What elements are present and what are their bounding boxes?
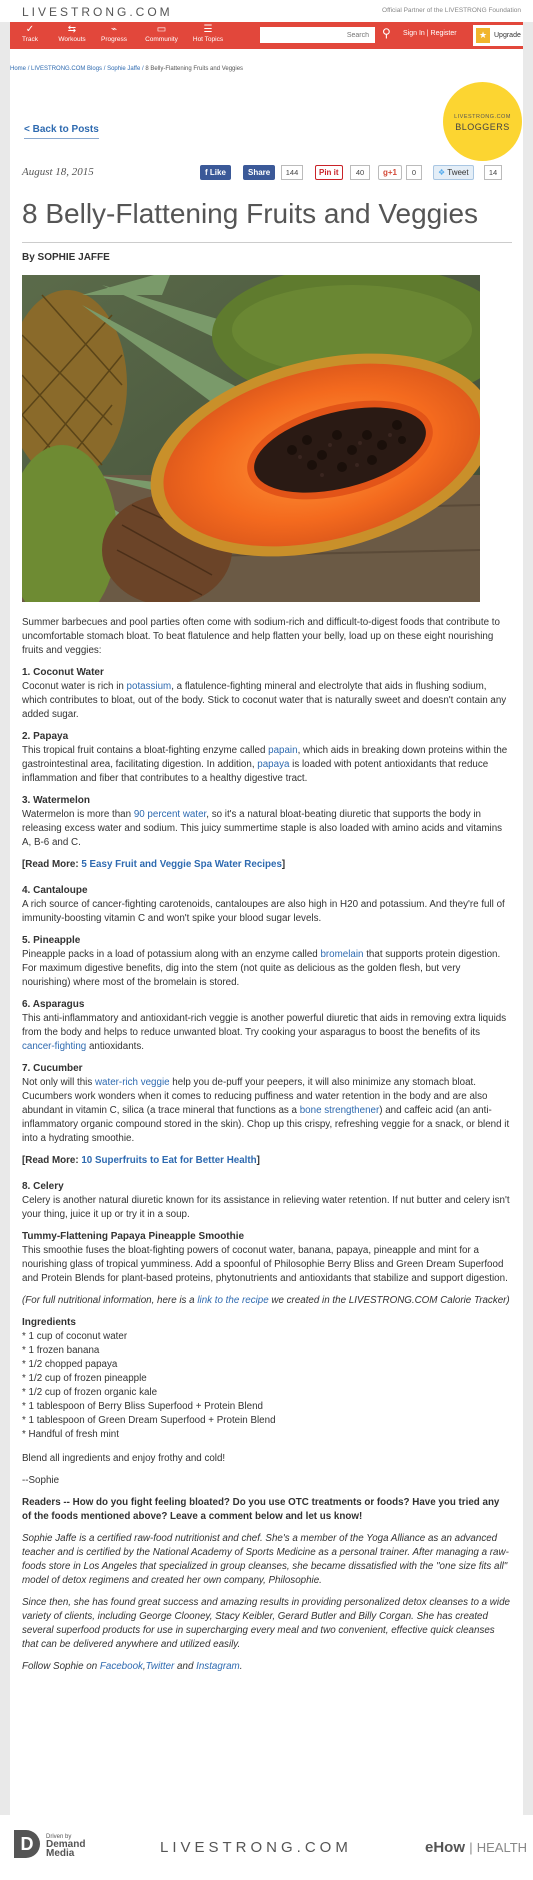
spa-water-link[interactable]: 5 Easy Fruit and Veggie Spa Water Recipes (81, 859, 282, 870)
breadcrumb-current: 8 Belly-Flattening Fruits and Veggies (145, 66, 244, 72)
site-logo[interactable]: LIVESTRONG.COM (22, 5, 173, 19)
text: that supports protein digestion. For maximum digestive benefits, dig into the stem (not quite as delicious as the golden flesh, but very nourishing) where most of the bromelain is stored. (22, 949, 501, 988)
superfruits-link[interactable]: 10 Superfruits to Eat for Better Health (81, 1155, 257, 1166)
tweet-count: 14 (484, 165, 502, 180)
section-heading: 3. Watermelon (22, 795, 90, 806)
text: This tropical fruit contains a bloat-fighting enzyme called (22, 745, 269, 756)
text: we created in the LIVESTRONG.COM Calorie Tracker) (268, 1295, 510, 1306)
papain-link[interactable]: papain (268, 745, 298, 756)
auth-separator: | (426, 30, 429, 37)
nav-track-label: Track (21, 36, 38, 43)
hero-image-papaya (22, 275, 480, 602)
author-bio-1: Sophie Jaffe is a certified raw-food nutritionist and chef. She's a member of the Yoga Alliance as an advanced teacher and is certified by the National Academy of Sports Medicine as a personal trainer. After managing a raw-foods store in Los Angeles that specialized in group cleanses, she became dissatisfied with the "one size fits all" model of detox regimens and created her own company, Philosophie. (22, 1533, 509, 1586)
text: is loaded with potent antioxidants that reduce inflammation and fiber that contributes to a healthy digestive tract. (22, 759, 489, 784)
section-text (22, 808, 510, 850)
facebook-like-button[interactable] (200, 165, 231, 180)
ehow-health-logo[interactable] (425, 1839, 527, 1856)
section-text (22, 948, 510, 990)
text: , so it's a natural bloat-beating diuretic that supports the body in releasing excess water and sodium. This juicy summertime staple is also loaded with amino acids and vitamins A, B-6 and C. (22, 809, 503, 848)
gplus-count: 0 (406, 165, 422, 180)
sign-in-link[interactable]: Sign In (403, 30, 425, 37)
search-icon[interactable]: ⚲ (382, 26, 391, 40)
demand-media-text (46, 1833, 106, 1859)
text: , (142, 1661, 146, 1672)
section-heading: 4. Cantaloupe (22, 885, 88, 896)
bloggers-badge[interactable] (443, 82, 522, 161)
breadcrumb-sep: / (103, 66, 106, 72)
breadcrumb-sep: / (141, 66, 144, 72)
ingredients-list (22, 1330, 510, 1442)
water-percent-link[interactable]: 90 percent water (133, 809, 207, 820)
text: Coconut water is rich in (22, 681, 127, 692)
text: This anti-inflammatory and antioxidant-rich veggie is another powerful diuretic that aids in removing extra liquids from the body and helps to reduce unwanted bloat. Try cooking your asparagus to boost the benefits of its (22, 1013, 507, 1038)
nav-progress-label: Progress (100, 36, 127, 43)
list-item: * 1 tablespoon of Berry Bliss Superfood + Protein Blend (22, 1401, 263, 1412)
text: eHow (425, 1839, 466, 1856)
section-text (22, 680, 510, 722)
facebook-share-button[interactable]: Share (243, 165, 275, 180)
facebook-icon: f (205, 168, 210, 177)
partner-text: Official Partner of the LIVESTRONG Foundation (382, 7, 521, 14)
nutrition-note (22, 1294, 510, 1308)
footer-livestrong-logo[interactable]: LIVESTRONG.COM (160, 1839, 352, 1856)
author-bio-2: Since then, she has found great success and amazing results in providing personalized detox cleanses to a wide variety of clients, including George Clooney, Stacy Keibler, Gerard Butler and Billy Corgan. She has created several superfood products for use in supercharging every meal and two convenient, effective quick cleanses that can be delivered anywhere and utilized easily. (22, 1597, 510, 1650)
text: and (174, 1661, 197, 1672)
section-asparagus (22, 998, 510, 1054)
text: [Read More: (22, 1155, 82, 1166)
papaya-link[interactable]: papaya (257, 759, 290, 770)
chat-icon: ▭ (156, 24, 167, 35)
section-heading: 6. Asparagus (22, 999, 85, 1010)
footer (0, 1815, 533, 1880)
recipe-link[interactable]: link to the recipe (197, 1295, 269, 1306)
text: [Read More: (22, 859, 82, 870)
list-item: * 1 cup of coconut water (22, 1331, 128, 1342)
text: | (469, 1840, 473, 1855)
breadcrumb-sep: / (27, 66, 30, 72)
text: Media (46, 1848, 75, 1859)
section-text (22, 1012, 510, 1054)
breadcrumb-home[interactable]: Home (10, 66, 27, 72)
nav-progress[interactable] (94, 24, 134, 43)
title-divider (22, 242, 512, 243)
section-text: A rich source of cancer-fighting carotenoids, cantaloupes are also high in H20 and potassium. And they're full of immunity-boosting vitamin C and won't spike your blood sugar levels. (22, 899, 505, 924)
text: ] (256, 1155, 260, 1166)
auth-links (403, 30, 457, 37)
tweet-label: Tweet (447, 168, 469, 177)
bromelain-link[interactable]: bromelain (320, 949, 364, 960)
cancer-fighting-link[interactable]: cancer-fighting (22, 1041, 87, 1052)
twitter-link[interactable]: Twitter (145, 1661, 175, 1672)
text: help you de-puff your peepers, it will also minimize any stomach bloat. Cucumbers work wonders when it comes to reducing puffiness and water retention in the body and are also abundant in vitamin C, silica (a trace mineral that functions as a (22, 1077, 488, 1116)
section-heading: 7. Cucumber (22, 1063, 83, 1074)
badge-line2: BLOGGERS (455, 122, 510, 132)
upgrade-label: Upgrade (494, 32, 521, 39)
section-heading: 2. Papaya (22, 731, 69, 742)
section-text (22, 744, 510, 786)
section-papaya (22, 730, 510, 786)
section-pineapple (22, 934, 510, 990)
fb-like-label: Like (209, 168, 226, 177)
section-smoothie (22, 1230, 510, 1286)
register-link[interactable]: Register (430, 30, 457, 37)
article-body (22, 616, 510, 1682)
demand-media-mark-icon: D (14, 1830, 40, 1858)
ingredients-heading: Ingredients (22, 1317, 76, 1328)
text: HEALTH (476, 1840, 528, 1855)
text: Demand (46, 1839, 86, 1850)
nav-track[interactable] (10, 24, 50, 43)
nav-community[interactable] (139, 24, 184, 43)
section-text: Celery is another natural diuretic known for its assistance in relieving water retention. If nut butter and celery isn't your thing, juice it up or try it in a soup. (22, 1195, 510, 1220)
bone-strengthener-link[interactable]: bone strengthener (299, 1105, 380, 1116)
list-item: * 1/2 chopped papaya (22, 1359, 118, 1370)
search-input[interactable] (260, 27, 375, 43)
list-item: * 1/2 cup of frozen organic kale (22, 1387, 158, 1398)
follow-line (22, 1660, 510, 1674)
nav-workouts[interactable] (52, 24, 92, 43)
check-icon: ✓ (25, 24, 35, 35)
nav-hot-topics[interactable] (186, 24, 230, 43)
nav-workouts-label: Workouts (58, 36, 86, 43)
text: ) and caffeic acid (an anti-inflammatory organic compound stored in the skin). Chop up this crispy, refreshing veggie for a snack, or blend it into a hydrating smoothie. (22, 1105, 510, 1144)
top-bar (0, 0, 533, 22)
main-nav (10, 22, 523, 49)
section-text (22, 1076, 510, 1146)
intro-paragraph: Summer barbecues and pool parties often come with sodium-rich and difficult-to-digest foods that contribute to uncomfortable stomach bloat. To beat flatulence and help flatten your belly, load up on these eight nourishing fruits and veggies: (22, 617, 500, 656)
chart-icon: ⌁ (110, 24, 118, 35)
blend-instructions: Blend all ingredients and enjoy frothy and cold! (22, 1453, 226, 1464)
section-cantaloupe (22, 884, 510, 926)
list-item: * 1 frozen banana (22, 1345, 100, 1356)
text: (For full nutritional information, here is a (22, 1295, 198, 1306)
text: ] (281, 859, 286, 870)
text: Not only will this (22, 1077, 95, 1088)
breadcrumb-author[interactable]: Sophie Jaffe (107, 66, 141, 72)
byline: By SOPHIE JAFFE (22, 252, 110, 263)
section-celery (22, 1180, 510, 1222)
signoff: --Sophie (22, 1475, 60, 1486)
fruit-illustration (22, 275, 480, 602)
read-more-2 (22, 1154, 510, 1168)
section-heading: 1. Coconut Water (22, 667, 104, 678)
pin-count: 40 (350, 165, 370, 180)
section-cucumber (22, 1062, 510, 1146)
text: . (239, 1661, 243, 1672)
text: antioxidants. (86, 1041, 144, 1052)
text: Driven by (46, 1834, 72, 1840)
breadcrumb (10, 66, 243, 72)
potassium-link[interactable]: potassium (126, 681, 172, 692)
instagram-link[interactable]: Instagram (196, 1661, 240, 1672)
post-date: August 18, 2015 (22, 166, 94, 178)
text: Watermelon is more than (22, 809, 134, 820)
google-plus-button[interactable]: g+1 (378, 165, 402, 180)
list-item: * 1 tablespoon of Green Dream Superfood + Protein Blend (22, 1415, 276, 1426)
twitter-bird-icon: ❖ (438, 168, 448, 177)
star-icon: ★ (476, 28, 490, 43)
back-to-posts-link[interactable]: < Back to Posts (24, 124, 99, 139)
breadcrumb-blogs[interactable]: LIVESTRONG.COM Blogs (31, 66, 103, 72)
upgrade-button[interactable] (473, 25, 523, 46)
section-heading: Tummy-Flattening Papaya Pineapple Smoothie (22, 1231, 245, 1242)
section-heading: 5. Pineapple (22, 935, 81, 946)
badge-line1: LIVESTRONG.COM (454, 114, 511, 120)
reader-question: Readers -- How do you fight feeling bloated? Do you use OTC treatments or foods? Have you tried any of the foods mentioned above? Leave a comment below and let us know! (22, 1497, 500, 1522)
pinterest-button[interactable]: Pin it (315, 165, 343, 180)
section-heading: 8. Celery (22, 1181, 64, 1192)
read-more-1 (22, 858, 510, 872)
facebook-link[interactable]: Facebook (99, 1661, 143, 1672)
list-item: * 1/2 cup of frozen pineapple (22, 1373, 147, 1384)
section-watermelon (22, 794, 510, 850)
text: , which aids in breaking down proteins within the gastrointestinal area, facilitating digestion. In addition, (22, 745, 508, 770)
water-rich-veggie-link[interactable]: water-rich veggie (94, 1077, 170, 1088)
article-title: 8 Belly-Flattening Fruits and Veggies (22, 198, 479, 229)
list-icon: ☰ (203, 24, 213, 35)
text: Follow Sophie on (22, 1661, 100, 1672)
text: Pineapple packs in a load of potassium along with an enzyme called (22, 949, 321, 960)
section-text: This smoothie fuses the bloat-fighting powers of coconut water, banana, papaya, pineapple and mint for a nourishing glass of tropical yumminess. Add a spoonful of Philosophie Berry Bliss and Green Dream Superfood and Protein Blends for plant-based proteins, phytonutrients and antioxidants that stabilize and support digestion. (22, 1245, 508, 1284)
list-item: * Handful of fresh mint (22, 1429, 119, 1440)
nav-community-label: Community (145, 36, 178, 43)
tweet-button[interactable] (433, 165, 474, 180)
fb-share-count: 144 (281, 165, 303, 180)
text: , a flatulence-fighting mineral and electrolyte that aids in flushing sodium, which contributes to bloat, out of the body. Stick to coconut water that is naturally sweet and doesn't contain any added sugar. (22, 681, 507, 720)
arrows-icon: ⇆ (67, 24, 77, 35)
nav-hot-topics-label: Hot Topics (192, 36, 224, 43)
section-coconut-water (22, 666, 510, 722)
